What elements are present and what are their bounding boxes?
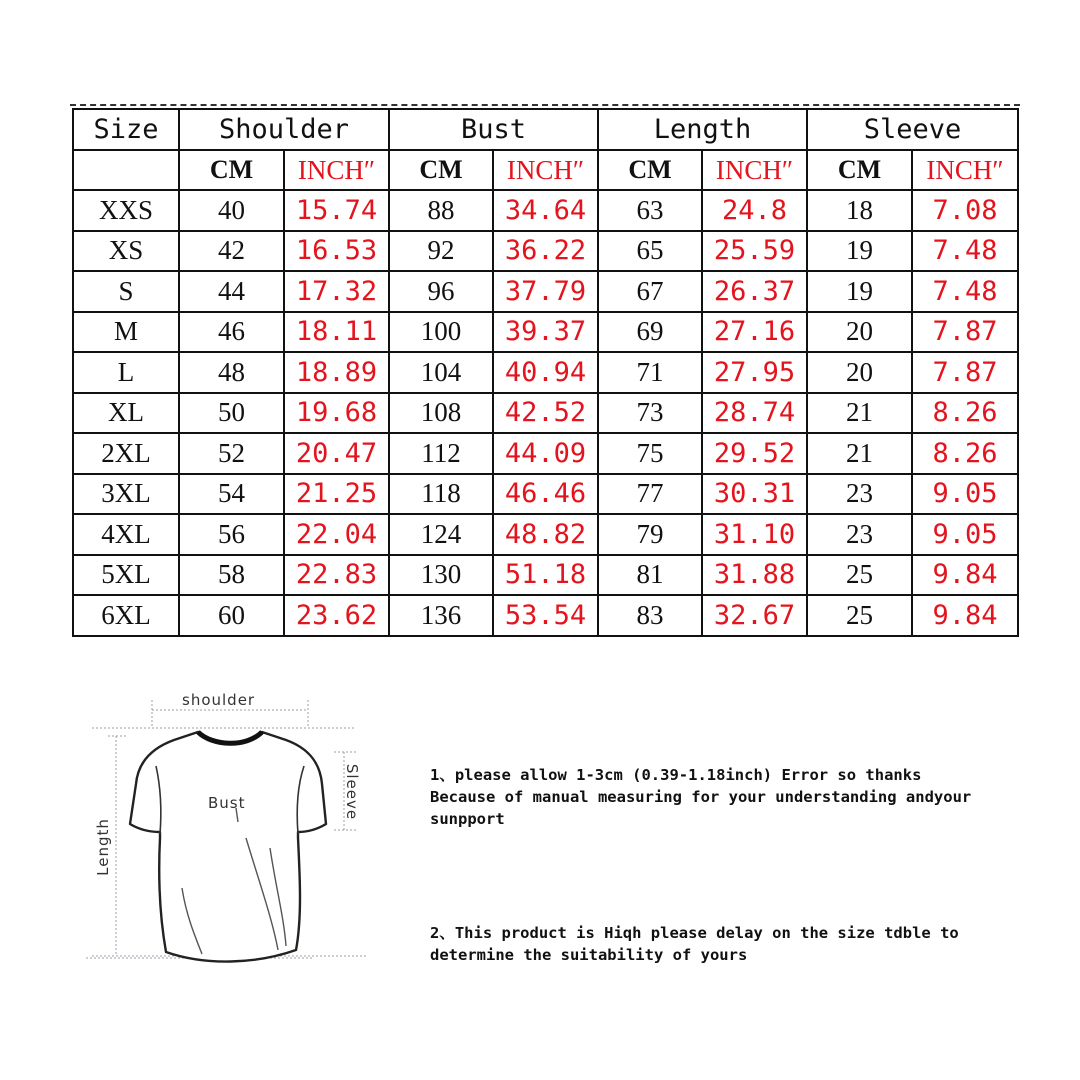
bust-inch-cell: 34.64 (493, 190, 598, 231)
tshirt-icon (86, 688, 376, 988)
sleeve-cm-cell: 25 (807, 555, 912, 596)
table-row (73, 595, 1018, 636)
unit-cm: CM (807, 150, 912, 190)
bust-cm-cell: 124 (389, 514, 493, 555)
sleeve-cm-cell: 18 (807, 190, 912, 231)
sleeve-cm-cell: 20 (807, 312, 912, 353)
bust-inch-cell: 36.22 (493, 231, 598, 272)
note1-line1: 1、please allow 1-3cm (0.39-1.18inch) Error so thanks (430, 766, 922, 784)
table-row (73, 393, 1018, 434)
length-cm-cell: 83 (598, 595, 702, 636)
table-header-row (73, 109, 1018, 150)
table-row (73, 190, 1018, 231)
size-cell: XL (73, 393, 179, 434)
length-inch-cell: 29.52 (702, 433, 807, 474)
sleeve-cm-cell: 25 (807, 595, 912, 636)
shoulder-inch-cell: 18.11 (284, 312, 389, 353)
sleeve-inch-cell: 7.48 (912, 271, 1018, 312)
shoulder-cm-cell: 48 (179, 352, 284, 393)
length-inch-cell: 27.95 (702, 352, 807, 393)
length-inch-cell: 30.31 (702, 474, 807, 515)
length-cm-cell: 75 (598, 433, 702, 474)
header-shoulder: Shoulder (179, 109, 389, 150)
shoulder-inch-cell: 18.89 (284, 352, 389, 393)
shoulder-cm-cell: 40 (179, 190, 284, 231)
note1-line2: Because of manual measuring for your understanding andyour (430, 788, 972, 806)
shoulder-cm-cell: 46 (179, 312, 284, 353)
length-cm-cell: 79 (598, 514, 702, 555)
size-cell: XXS (73, 190, 179, 231)
unit-blank (73, 150, 179, 190)
note-size-table (430, 922, 1030, 966)
bust-cm-cell: 118 (389, 474, 493, 515)
sleeve-inch-cell: 7.08 (912, 190, 1018, 231)
shoulder-cm-cell: 58 (179, 555, 284, 596)
unit-inch: INCH″ (702, 150, 807, 190)
unit-inch: INCH″ (284, 150, 389, 190)
sleeve-inch-cell: 9.05 (912, 514, 1018, 555)
size-cell: 4XL (73, 514, 179, 555)
sleeve-inch-cell: 7.87 (912, 352, 1018, 393)
sleeve-cm-cell: 23 (807, 474, 912, 515)
length-cm-cell: 65 (598, 231, 702, 272)
header-sleeve: Sleeve (807, 109, 1018, 150)
bust-cm-cell: 100 (389, 312, 493, 353)
sleeve-inch-cell: 9.05 (912, 474, 1018, 515)
bust-cm-cell: 92 (389, 231, 493, 272)
length-inch-cell: 27.16 (702, 312, 807, 353)
shoulder-cm-cell: 54 (179, 474, 284, 515)
sleeve-cm-cell: 19 (807, 271, 912, 312)
sleeve-inch-cell: 7.87 (912, 312, 1018, 353)
shoulder-inch-cell: 15.74 (284, 190, 389, 231)
shoulder-inch-cell: 23.62 (284, 595, 389, 636)
length-inch-cell: 28.74 (702, 393, 807, 434)
length-inch-cell: 26.37 (702, 271, 807, 312)
size-table (72, 108, 1019, 637)
header-bust: Bust (389, 109, 598, 150)
sleeve-inch-cell: 9.84 (912, 555, 1018, 596)
length-label: Length (93, 818, 112, 876)
table-body (73, 190, 1018, 636)
length-inch-cell: 24.8 (702, 190, 807, 231)
size-cell: 3XL (73, 474, 179, 515)
bust-cm-cell: 108 (389, 393, 493, 434)
shoulder-cm-cell: 60 (179, 595, 284, 636)
bust-cm-cell: 136 (389, 595, 493, 636)
sleeve-label: Sleeve (343, 763, 362, 821)
length-inch-cell: 32.67 (702, 595, 807, 636)
unit-inch: INCH″ (493, 150, 598, 190)
shoulder-inch-cell: 21.25 (284, 474, 389, 515)
sleeve-inch-cell: 8.26 (912, 393, 1018, 434)
shoulder-inch-cell: 19.68 (284, 393, 389, 434)
length-cm-cell: 63 (598, 190, 702, 231)
table-row (73, 555, 1018, 596)
shoulder-inch-cell: 20.47 (284, 433, 389, 474)
sleeve-cm-cell: 21 (807, 433, 912, 474)
shoulder-inch-cell: 22.04 (284, 514, 389, 555)
size-cell: XS (73, 231, 179, 272)
bust-inch-cell: 42.52 (493, 393, 598, 434)
length-cm-cell: 67 (598, 271, 702, 312)
length-cm-cell: 77 (598, 474, 702, 515)
bust-cm-cell: 104 (389, 352, 493, 393)
shoulder-cm-cell: 42 (179, 231, 284, 272)
table-row (73, 514, 1018, 555)
bust-inch-cell: 51.18 (493, 555, 598, 596)
bust-inch-cell: 39.37 (493, 312, 598, 353)
shoulder-label: shoulder (182, 691, 256, 709)
note2-line1: 2、This product is Hiqh please delay on the size tdble to (430, 924, 959, 942)
shoulder-cm-cell: 52 (179, 433, 284, 474)
bust-inch-cell: 44.09 (493, 433, 598, 474)
tshirt-diagram (86, 688, 376, 988)
bust-inch-cell: 37.79 (493, 271, 598, 312)
bust-inch-cell: 53.54 (493, 595, 598, 636)
bust-cm-cell: 96 (389, 271, 493, 312)
size-cell: S (73, 271, 179, 312)
length-cm-cell: 71 (598, 352, 702, 393)
header-size: Size (73, 109, 179, 150)
unit-cm: CM (179, 150, 284, 190)
table-row (73, 312, 1018, 353)
sleeve-inch-cell: 8.26 (912, 433, 1018, 474)
sleeve-cm-cell: 19 (807, 231, 912, 272)
shoulder-cm-cell: 44 (179, 271, 284, 312)
table-row (73, 231, 1018, 272)
sleeve-cm-cell: 23 (807, 514, 912, 555)
bust-inch-cell: 46.46 (493, 474, 598, 515)
note-measurement-error (430, 764, 1030, 830)
size-cell: 6XL (73, 595, 179, 636)
shoulder-inch-cell: 17.32 (284, 271, 389, 312)
shoulder-cm-cell: 56 (179, 514, 284, 555)
length-cm-cell: 73 (598, 393, 702, 434)
length-inch-cell: 25.59 (702, 231, 807, 272)
length-cm-cell: 81 (598, 555, 702, 596)
table-row (73, 271, 1018, 312)
note1-line3: sunpport (430, 810, 505, 828)
bust-inch-cell: 40.94 (493, 352, 598, 393)
top-divider (70, 104, 1020, 106)
bust-inch-cell: 48.82 (493, 514, 598, 555)
shoulder-cm-cell: 50 (179, 393, 284, 434)
size-cell: L (73, 352, 179, 393)
size-cell: 2XL (73, 433, 179, 474)
sleeve-cm-cell: 21 (807, 393, 912, 434)
sleeve-inch-cell: 9.84 (912, 595, 1018, 636)
unit-cm: CM (389, 150, 493, 190)
unit-inch: INCH″ (912, 150, 1018, 190)
bust-label: Bust (208, 794, 246, 812)
header-length: Length (598, 109, 807, 150)
note2-line2: determine the suitability of yours (430, 946, 748, 964)
size-cell: 5XL (73, 555, 179, 596)
length-cm-cell: 69 (598, 312, 702, 353)
unit-cm: CM (598, 150, 702, 190)
table-row (73, 433, 1018, 474)
shoulder-inch-cell: 22.83 (284, 555, 389, 596)
table-row (73, 474, 1018, 515)
bust-cm-cell: 130 (389, 555, 493, 596)
bust-cm-cell: 112 (389, 433, 493, 474)
bust-cm-cell: 88 (389, 190, 493, 231)
table-unit-row (73, 150, 1018, 190)
size-cell: M (73, 312, 179, 353)
sleeve-cm-cell: 20 (807, 352, 912, 393)
sleeve-inch-cell: 7.48 (912, 231, 1018, 272)
length-inch-cell: 31.10 (702, 514, 807, 555)
shoulder-inch-cell: 16.53 (284, 231, 389, 272)
table-row (73, 352, 1018, 393)
length-inch-cell: 31.88 (702, 555, 807, 596)
